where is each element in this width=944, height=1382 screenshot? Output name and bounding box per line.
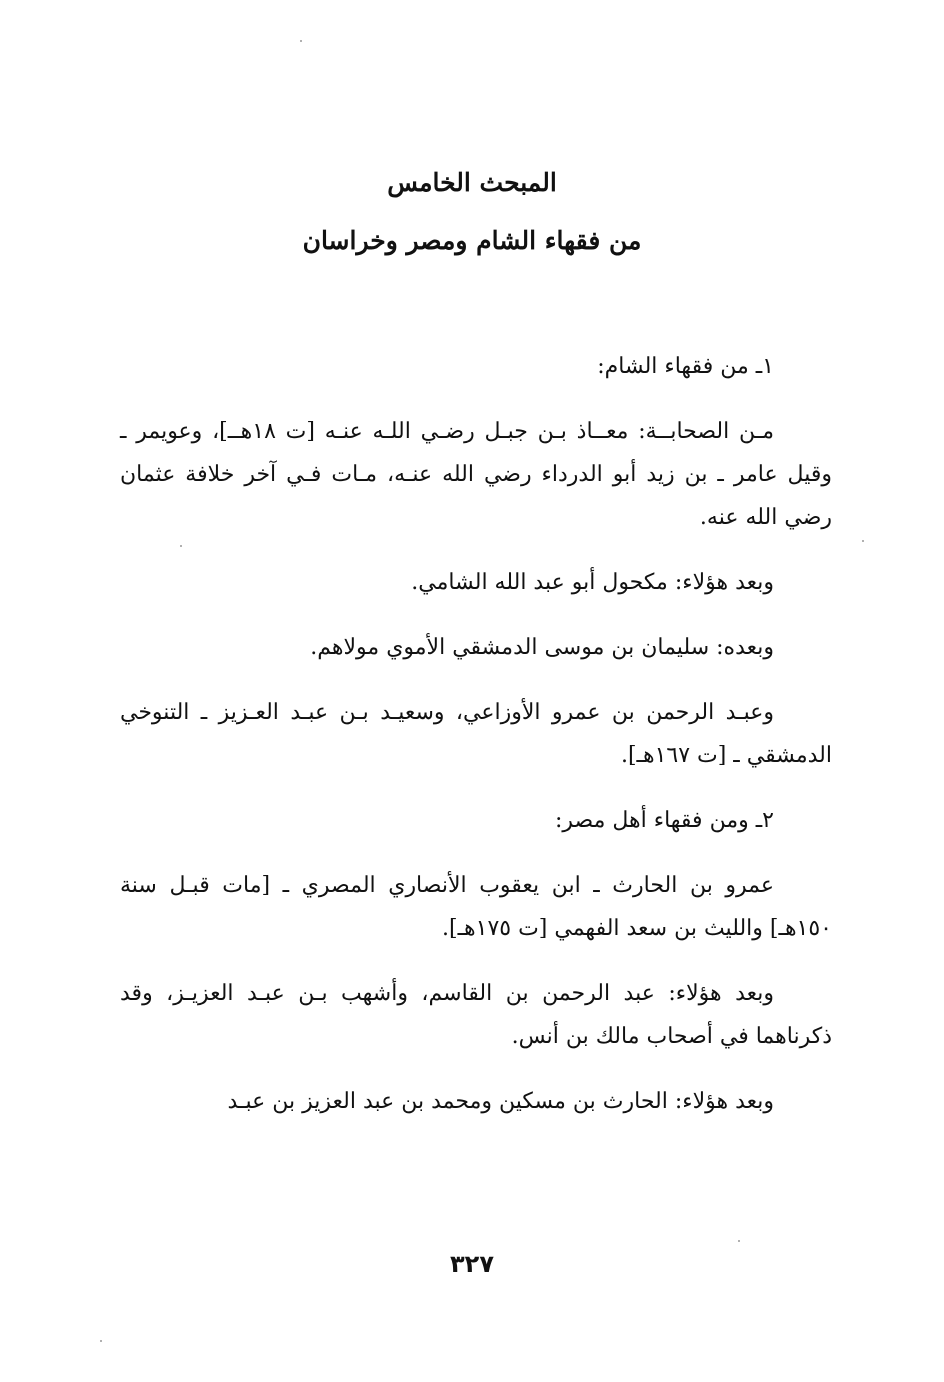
scan-speck [100,1340,102,1342]
section-heading-sham: ١ـ من فقهاء الشام: [597,354,774,379]
paragraph: وبعد هؤلاء: الحارث بن مسكين ومحمد بن عبد العزيز بن عبـد [227,1089,774,1114]
paragraph: مـن الصحابــة: معــاذ بـن جبـل رضـي اللـه عنـه [ت ١٨هــ]، وعويمر ـ وقيل عامر ـ بن زيد أبو الدرداء رضي الله عنـه، مـات فـي آخر خلافة عثمان رضي الله عنه. [120,419,832,530]
scan-speck [862,540,864,542]
chapter-heading: المبحث الخامس [387,168,557,197]
paragraph: وعبـد الرحمن بن عمرو الأوزاعي، وسعيـد بـن عبـد العـزيز ـ التنوخي الدمشقي ـ [ت ١٦٧هـ]. [120,700,832,768]
page-number: ٣٢٧ [450,1250,494,1278]
paragraph: عمرو بن الحارث ـ ابن يعقوب الأنصاري المصري ـ [مات قبـل سنة ١٥٠هـ] والليث بن سعد الفهمي [ت ١٧٥هـ]. [120,873,832,941]
scan-speck [738,1240,740,1242]
chapter-title: من فقهاء الشام ومصر وخراسان [302,226,642,255]
body-text [120,345,832,1123]
paragraph: وبعد هؤلاء: مكحول أبو عبد الله الشامي. [411,570,774,595]
section-heading-egypt: ٢ـ ومن فقهاء أهل مصر: [554,808,774,833]
paragraph: وبعد هؤلاء: عبد الرحمن بن القاسم، وأشهب بـن عبـد العزيـز، وقد ذكرناهما في أصحاب مالك بن أنس. [120,981,832,1049]
scan-speck [180,545,182,547]
paragraph: وبعده: سليمان بن موسى الدمشقي الأموي مولاهم. [310,635,774,660]
scan-speck [300,40,302,42]
